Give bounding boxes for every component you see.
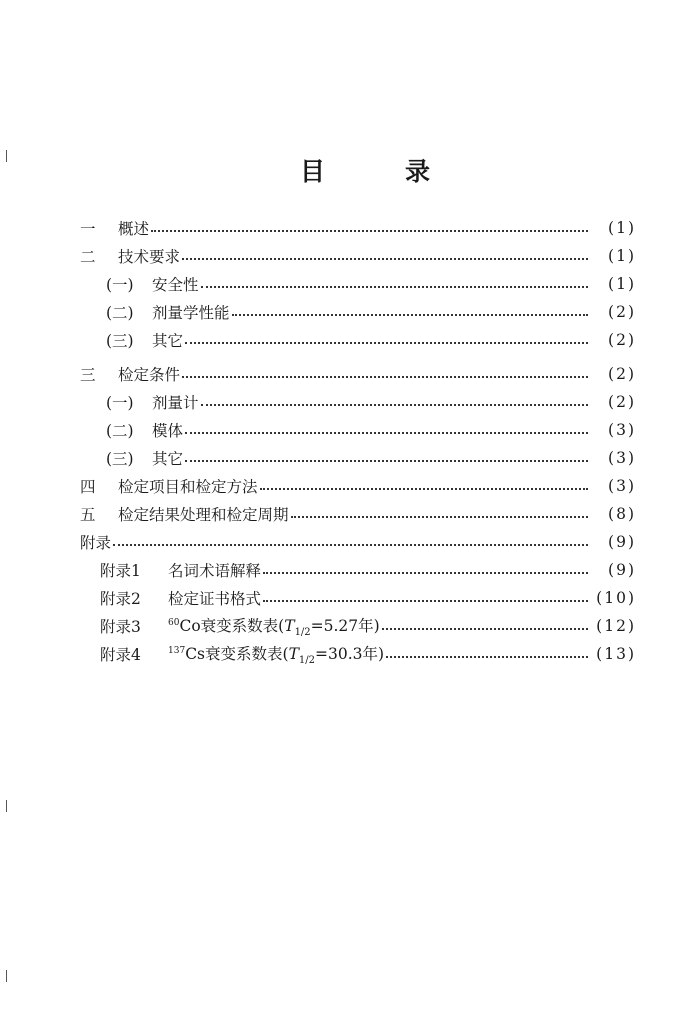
leader-dots xyxy=(263,600,588,602)
leader-dots xyxy=(291,516,588,518)
toc-entry-appendix-1: 附录1 名词术语解释 (9) xyxy=(100,561,636,580)
isotope-label: $^{137}$Cs衰变系数表($T_{1/2}=30.3$年) xyxy=(168,644,385,666)
title-char-2: 录 xyxy=(404,157,430,186)
page-number: (13) xyxy=(596,645,636,663)
page-number: (3) xyxy=(608,477,636,495)
page-number: (1) xyxy=(608,247,636,265)
toc-entry-conditions: 三 检定条件 (2) xyxy=(80,365,636,384)
toc-entry-items-methods: 四 检定项目和检定方法 (3) xyxy=(80,477,636,496)
page-number: (3) xyxy=(608,421,636,439)
toc-entry-appendix-2: 附录2 检定证书格式 (10) xyxy=(100,589,636,608)
leader-dots xyxy=(182,376,588,378)
scan-mark xyxy=(6,150,7,162)
leader-dots xyxy=(185,460,588,462)
scan-mark xyxy=(6,970,7,982)
toc-entry-dosimeter: (一) 剂量计 (2) xyxy=(106,393,636,412)
page-title xyxy=(300,152,430,188)
isotope-label: $^{60}$Co衰变系数表($T_{1/2}=5.27$年) xyxy=(168,616,380,638)
page-number: (9) xyxy=(608,561,636,579)
leader-dots xyxy=(201,404,588,406)
scan-mark xyxy=(6,800,7,812)
leader-dots xyxy=(260,488,588,490)
leader-dots xyxy=(113,544,588,546)
toc-entry-other-1: (三) 其它 (2) xyxy=(106,331,636,350)
leader-dots xyxy=(182,258,588,260)
leader-dots xyxy=(232,314,588,316)
page-number: (2) xyxy=(608,365,636,383)
toc-entry-dosimetry: (二) 剂量学性能 (2) xyxy=(106,303,636,322)
toc-entry-overview: 一 概述 (1) xyxy=(80,219,636,238)
page-number: (3) xyxy=(608,449,636,467)
page-number: (2) xyxy=(608,393,636,411)
toc-entry-other-2: (三) 其它 (3) xyxy=(106,449,636,468)
leader-dots xyxy=(263,572,588,574)
toc-entry-appendix: 附录 (9) xyxy=(80,533,636,552)
leader-dots xyxy=(185,342,588,344)
page-number: (8) xyxy=(608,505,636,523)
leader-dots xyxy=(382,628,588,630)
leader-dots xyxy=(185,432,588,434)
page-number: (9) xyxy=(608,533,636,551)
page-number: (10) xyxy=(596,589,636,607)
toc-entry-results-period: 五 检定结果处理和检定周期 (8) xyxy=(80,505,636,524)
toc-entry-tech-requirements: 二 技术要求 (1) xyxy=(80,247,636,266)
page-number: (1) xyxy=(608,219,636,237)
toc-entry-phantom: (二) 模体 (3) xyxy=(106,421,636,440)
leader-dots xyxy=(201,286,588,288)
leader-dots xyxy=(386,656,588,658)
toc-entry-safety: (一) 安全性 (1) xyxy=(106,275,636,294)
toc-entry-appendix-4: 附录4 $^{137}$Cs衰变系数表($T_{1/2}=30.3$年) (13) xyxy=(100,642,636,666)
title-char-1: 目 xyxy=(300,157,326,186)
toc-entry-appendix-3: 附录3 $^{60}$Co衰变系数表($T_{1/2}=5.27$年) (12) xyxy=(100,614,636,638)
page-number: (2) xyxy=(608,303,636,321)
page-number: (2) xyxy=(608,331,636,349)
page-number: (12) xyxy=(596,617,636,635)
leader-dots xyxy=(151,230,588,232)
page-number: (1) xyxy=(608,275,636,293)
